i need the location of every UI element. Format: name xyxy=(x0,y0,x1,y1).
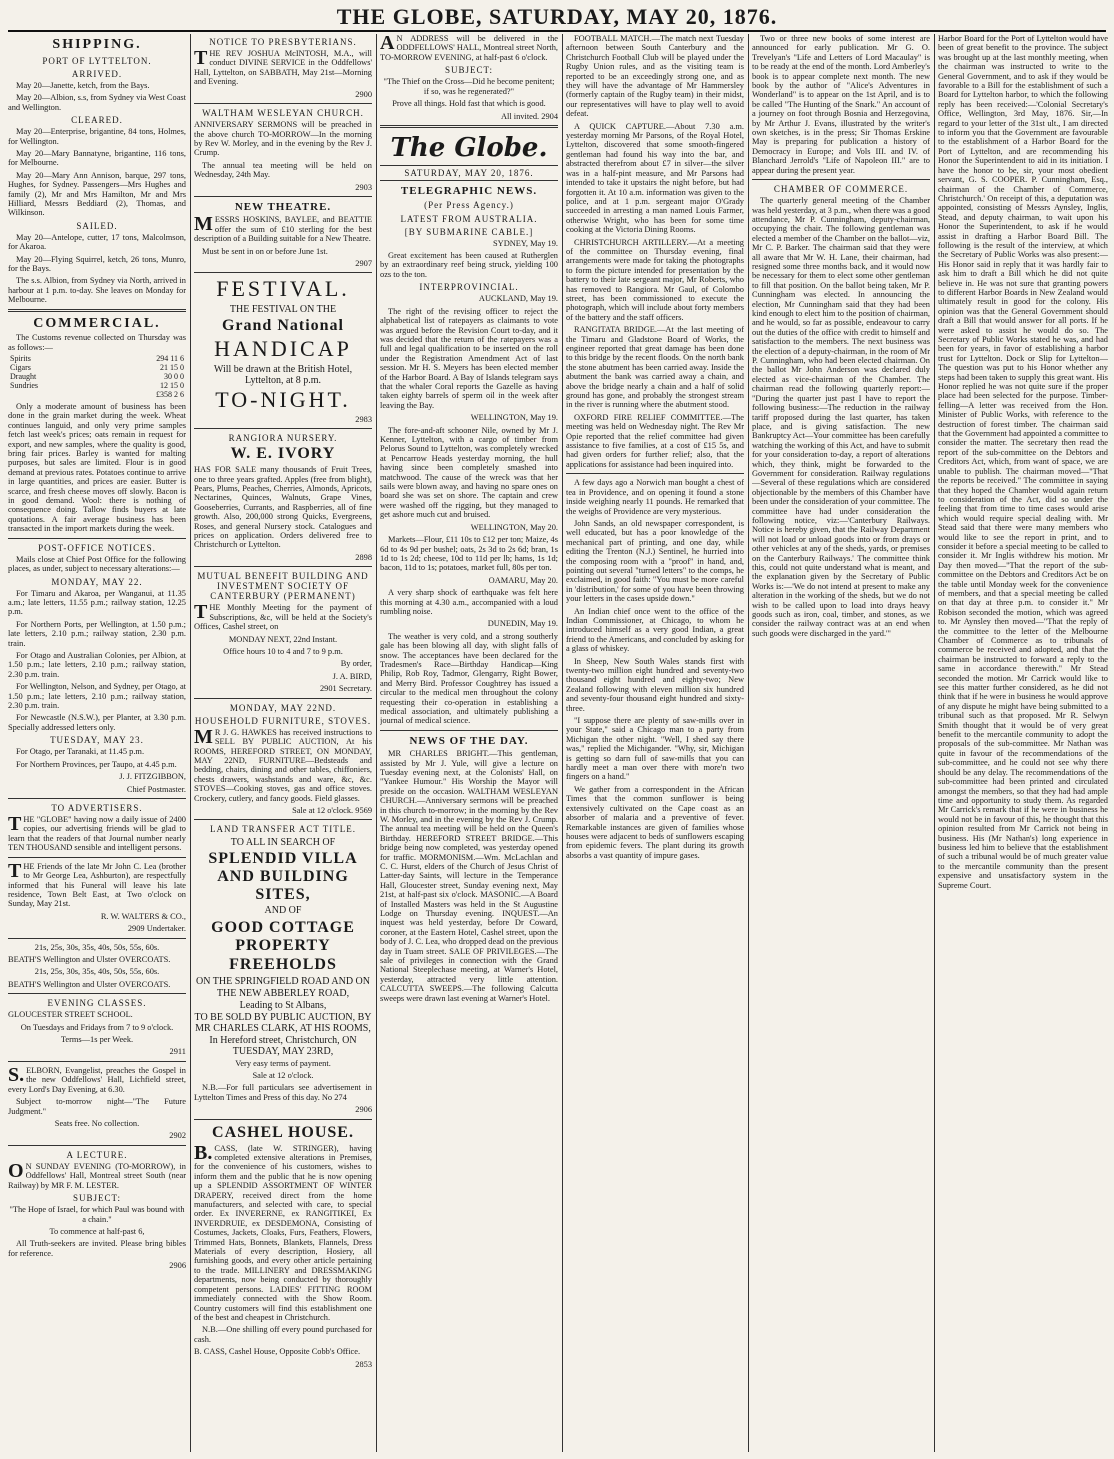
sydney-text: Great excitement has been caused at Rutherglen by an extraordinary reef being struck, yielding 100 ozs to the ton. xyxy=(380,251,558,279)
auckland-text: The right of the revising officer to reject the alphabetical list of ratepayers as claimants to vote was argued before the Revision Court to-day, and it was decided that the return of the ratepayers was a full and legal qualification to be inserted on the roll under the Registration Amendment Act of last session. Mr H. S. Meyers has been elected member of the Harbor Board. A Bay of Islands telegram says that the whaler Coral reports the Gazelle as having taken eighty barrels of sperm oil in the week after leaving the Bay. xyxy=(380,306,558,410)
furniture-heading: HOUSEHOLD FURNITURE, STOVES. xyxy=(194,715,372,726)
oxford-item: OXFORD FIRE RELIEF COMMITTEE.—The meeting was held on Wednesday night. The Rev Mr Opie reported that the relief committee had given assistance to five families, at a cost of £15 5s, and had given orders for further relief; also, that the applications for assistance had been inquired into. xyxy=(566,412,744,469)
beath-ad: BEATH'S Wellington and Ulster OVERCOATS. xyxy=(8,954,171,964)
dateline: SATURDAY, MAY 20, 1876. xyxy=(380,165,558,181)
land-line: Leading to St Albans, xyxy=(239,999,327,1011)
mutual-signature: J. A. BIRD, xyxy=(332,671,372,681)
address-notice: AN ADDRESS will be delivered in the ODDFELLOWS' HALL, Montreal street North, TO-MORROW EVENING, at half-past 6 o'clock. xyxy=(380,34,558,62)
ad-number: 2853 xyxy=(355,1359,372,1369)
ad-number: 2903 xyxy=(355,182,372,192)
mail-entry: For Wellington, Nelson, and Sydney, per Otago, at 1.50 p.m.; late letters, 2.10 p.m.; railway station, 2.30 p.m. train. xyxy=(8,682,186,711)
land-line: AND OF xyxy=(264,905,302,917)
nursery-heading: RANGIORA NURSERY. xyxy=(228,433,338,444)
festival-line: Grand National xyxy=(221,317,344,335)
ad-number: 2907 xyxy=(355,258,372,268)
ad-number: 2898 xyxy=(355,552,372,562)
overcoat-prices: 21s, 25s, 30s, 35s, 40s, 50s, 55s, 60s. xyxy=(34,967,160,977)
land-line: In Hereford street, Christchurch, ON TUESDAY, MAY 23RD, xyxy=(209,1035,357,1058)
cleared-entry: May 20—Mary Bannatyne, brigantine, 116 tons, for Melbourne. xyxy=(8,148,186,168)
press-agency: (Per Press Agency.) xyxy=(424,200,514,211)
revenue-item: Sundries xyxy=(10,381,38,391)
mail-entry: For Otago, per Taranaki, at 11.45 p.m. xyxy=(16,747,145,757)
tea-chest-item: A few days ago a Norwich man bought a chest of tea in Providence, and on opening it found a stone inside weighing nearly 11 pounds. He remarked that the weighs of Providence are very mysterious. xyxy=(566,478,744,516)
address-subject: "The Thief on the Cross—Did he become penitent; if so, was he regenerated?" xyxy=(383,77,555,96)
revenue-value: 12 15 0 xyxy=(160,381,184,391)
oamaru-text: A very sharp shock of earthquake was felt here this morning at 4.30 a.m., accompanied with a loud rumbling noise. xyxy=(380,588,558,616)
land-line: SPLENDID VILLA AND BUILDING SITES, xyxy=(208,849,358,903)
dunedin-text: The weather is very cold, and a strong southerly gale has been blowing all day, with slight falls of snow. The acceptances have been declared for the Tradesmen's Race—Birthday Handicap—King Philip, Rob Roy, Tadmor, Glengarry, Right Bower, and Merry Bird. Professor Coughtrey has issued a circular to the medical men throughout the colony requesting their co-operation in establishing a medical association, and ultimately publishing a journal of medical science. xyxy=(380,631,558,726)
theatre-note: Must be sent in on or before June 1st. xyxy=(202,246,328,256)
revenue-value: 21 15 0 xyxy=(160,363,184,373)
address-subject-heading: SUBJECT: xyxy=(444,65,494,76)
table-row xyxy=(8,391,186,400)
funeral-notice: THE Friends of the late Mr John C. Lea (brother to Mr George Lea, Ashburton), are respectfully informed that his Funeral will leave his late residence, Town Belt East, at Two o'clock on Sunday, May 21st. xyxy=(8,859,186,909)
classes-school: GLOUCESTER STREET SCHOOL. xyxy=(8,1010,133,1020)
dunedin-date: DUNEDIN, May 19. xyxy=(487,619,558,629)
overcoat-prices: 21s, 25s, 30s, 35s, 40s, 50s, 55s, 60s. xyxy=(34,942,160,952)
revenue-item: Spirits xyxy=(10,354,31,364)
market-report: Only a moderate amount of business has been done in the grain market during the week. Wheat continues languid, and only very prime samples fetch last week's prices; oats remain in request for export, and new samples, where the quality is good, bring fair prices. Barley is wanted for malting purposes, but sales are limited. Flour is in good demand at previous rates. Potatoes continue to arrive in large quantities, and prices are easier. Butter is scarce, and fresh cheese moves off slowly. Bacon is in good demand. Wool: there is nothing of consequence doing. Tallow finds buyers at late quotations. A fair average business has been transacted in the import markets during the week. xyxy=(8,401,186,534)
revenue-total: £358 2 6 xyxy=(156,390,184,399)
festival-line: HANDICAP xyxy=(214,336,352,362)
arrived-entry: May 20—Albion, s.s, from Sydney via West Coast and Wellington. xyxy=(8,93,186,112)
mail-entry: For Northern Ports, per Wellington, at 1.50 p.m.; late letters, 2.10 p.m.; railway station, 2.30 p.m. train. xyxy=(8,619,186,648)
cashel-heading: CASHEL HOUSE. xyxy=(212,1123,354,1141)
mutual-hours: Office hours 10 to 4 and 7 to 9 p.m. xyxy=(223,647,343,657)
cashel-note: N.B.—One shilling off every pound purchased for cash. xyxy=(194,1325,372,1344)
festival-line: TO-NIGHT. xyxy=(215,387,351,413)
column-rule xyxy=(748,34,749,1452)
ad-number: 2901 xyxy=(319,684,337,694)
capture-item: A QUICK CAPTURE.—About 7.30 a.m. yesterday morning Mr Parsons, of the Royal Hotel, Lyttelton, discovered that some smooth-fingered gentleman had found his way into the bar, and abstracted therefrom about £7 in silver—the silver was in a half-pint measure, and Mr Parsons had intended to take it upstairs the night before, but had forgotten it. At 10 a.m. information was given to the police, and at 1 p.m. sergeant major O'Grady succeeded in arresting a man named Louis Farmer, otherwise Wright, who has been for some time cooking at the Victoria Dining Rooms. xyxy=(566,121,744,235)
sands-item: John Sands, an old newspaper correspondent, is well educated, but has a poor knowledge of the mechanical part of printing, and one day, while editing the Trenton (N.J.) Sentinel, he hurried into the composing room with a "proof" in hand, and, pointing out several "turned letters" to the comps, he exclaimed, in good faith: "You must be more careful in 'distribution,' for some of you have been throwing your letters in the cases upside down." xyxy=(566,518,744,604)
land-note: N.B.—For full particulars see advertisement in Lyttelton Times and Press of this day. No 274 xyxy=(194,1083,372,1102)
festival-line: THE FESTIVAL ON THE xyxy=(229,304,337,315)
selborn-subject: Subject to-morrow night—"The Future Judgment." xyxy=(8,1097,186,1116)
column-6 xyxy=(938,34,1108,1452)
ivory-name: W. E. IVORY xyxy=(230,445,336,463)
divider xyxy=(194,196,372,197)
advertisers-text: THE "GLOBE" having now a daily issue of 2400 copies, our advertising friends will be glad to learn that the readers of that Journal number nearly TEN THOUSAND sensible and intelligent persons. xyxy=(8,813,186,853)
ad-number: 2900 xyxy=(355,89,372,99)
postmaster-title: Chief Postmaster. xyxy=(126,784,186,794)
cleared-heading: CLEARED. xyxy=(71,115,123,126)
divider xyxy=(752,179,930,180)
land-line: ON THE SPRINGFIELD ROAD AND ON THE NEW ABBERLEY ROAD, xyxy=(196,976,370,999)
divider xyxy=(8,538,186,539)
mutual-order: By order, xyxy=(340,659,372,669)
revenue-value: 294 11 6 xyxy=(156,354,184,364)
albion-note: The s.s. Albion, from Sydney via North, arrived in harbour at 1 p.m. to-day. She leaves on Monday for Melbourne. xyxy=(8,276,186,305)
revenue-item: Cigars xyxy=(10,363,31,373)
waltham-heading: WALTHAM WESLEYAN CHURCH. xyxy=(202,108,364,119)
classes-text: On Tuesdays and Fridays from 7 to 9 o'clock. xyxy=(20,1022,174,1032)
funeral-role: Undertaker. xyxy=(146,924,186,934)
mutual-notice: THE Monthly Meeting for the payment of Subscriptions, &c, will be held at the Society's Offices, Cashel street, on xyxy=(194,601,372,632)
divider xyxy=(8,1145,186,1146)
lecture-subject: "The Hope of Israel, for which Paul was bound with a chain." xyxy=(9,1205,185,1224)
arrived-heading: ARRIVED. xyxy=(71,68,123,79)
postoffice-intro: Mails close at Chief Post Office for the following places, as under, subject to necessary alterations:— xyxy=(8,554,186,574)
masthead xyxy=(0,0,1114,30)
ad-number: 2906 xyxy=(355,1105,372,1115)
lecture-time: To commence at half-past 6, xyxy=(49,1226,145,1236)
port-heading: PORT OF LYTTELTON. xyxy=(42,55,152,66)
hawkes-sale: Sale at 12 o'clock. xyxy=(292,806,354,816)
mutual-role: Secretary. xyxy=(338,684,372,694)
news-heading: NEWS OF THE DAY. xyxy=(409,734,529,747)
column-2 xyxy=(194,34,372,1452)
ad-number: 2904 xyxy=(541,111,558,121)
presbyterians-heading: NOTICE TO PRESBYTERIANS. xyxy=(209,37,357,47)
chamber-heading: CHAMBER OF COMMERCE. xyxy=(773,184,909,195)
revenue-table xyxy=(8,355,186,400)
african-item: We gather from a correspondent in the African Times that the common sunflower is being extensively cultivated on the Cape coast as an absorber of malaria and a preventive of fever. Remarkable instances are given of families whose houses were adjacent to beds of sunflowers escaping from epidemic fevers. The plant during its growth absorbs a vast quantity of impure gases. xyxy=(566,784,744,860)
divider xyxy=(194,698,372,699)
sydney-date: SYDNEY, May 19. xyxy=(493,238,558,248)
divider xyxy=(194,103,372,104)
globe-logo: The Globe. xyxy=(390,132,548,163)
interprovincial-heading: INTERPROVINCIAL. xyxy=(419,282,519,293)
wellington-date: WELLINGTON, May 19. xyxy=(470,413,558,423)
classes-heading: EVENING CLASSES. xyxy=(47,998,147,1009)
land-line: TO ALL IN SEARCH OF xyxy=(230,836,336,848)
postoffice-heading: POST-OFFICE NOTICES. xyxy=(38,542,156,553)
ad-number: 2911 xyxy=(169,1047,186,1057)
divider xyxy=(194,272,372,273)
artillery-item: CHRISTCHURCH ARTILLERY.—At a meeting of the committee on Thursday evening, final arrangements were made for taking the photographs to form the picture intended for presentation by the battery to their late sergeant major, Mr Roberts, who has removed to Rangiora. Mr Gaul, of Colombo street, has been commissioned to execute the photograph, which will include about forty members of the battery and the staff officers. xyxy=(566,237,744,322)
column-rule xyxy=(190,34,191,1452)
auckland-date: AUCKLAND, May 19. xyxy=(478,294,558,304)
hawkes-notice: MR J. G. HAWKES has received instructions to SELL BY PUBLIC AUCTION, At his ROOMS, HEREFORD STREET, ON MONDAY, MAY 22ND, FURNITURE—Bedsteads and bedding, chairs, dining and other tables, chiffoniers, chests drawers, washstands and ware, &c, &c. STOVES—Cooking stoves, gas and office stoves. Crockery, cutlery, and fancy goods. Field glasses. xyxy=(194,725,372,803)
beath-ad: BEATH'S Wellington and Ulster OVERCOATS. xyxy=(8,979,171,989)
festival-heading: FESTIVAL. xyxy=(216,276,350,302)
ad-number: 9569 xyxy=(355,806,372,816)
divider xyxy=(380,125,558,128)
sailed-heading: SAILED. xyxy=(76,220,118,231)
oamaru-date: OAMARU, May 20. xyxy=(488,575,558,585)
revenue-value: 30 0 0 xyxy=(164,372,184,382)
shipping-heading: SHIPPING. xyxy=(52,37,142,52)
mail-entry: For Timaru and Akaroa, per Wanganui, at 11.35 a.m.; late letters, 11.55 p.m.; railway station, 12.25 p.m. xyxy=(8,588,186,617)
football-item: FOOTBALL MATCH.—The match next Tuesday afternoon between South Canterbury and the Christchurch Football Club will be played under the Rugby Union rules, and as the visiting team is reported to be an exceedingly strong one, and as they will have the advantage of Mr Hammersley (formerly captain of the Rugby team) in their midst, our representatives will have to play well to avoid defeat. xyxy=(566,34,744,119)
divider xyxy=(194,428,372,429)
cleared-entry: May 20—Mary Ann Annison, barque, 297 tons, Hughes, for Sydney. Passengers—Mrs Hughes and family (2), Mr and Mrs Hamilton, Mr and Mrs Hilliard, Messrs Beddiard (2), Thomas, and Wilkinson. xyxy=(8,170,186,218)
mutual-date: MONDAY NEXT, 22nd Instant. xyxy=(228,634,338,644)
classes-terms: Terms—1s per Week. xyxy=(60,1035,134,1045)
sheep-item: In Sheep, New South Wales stands first with twenty-two million eight hundred and seventy-two thousand eight hundred and eighty-two; New Zealand following with eleven million six hundred and seventy-four thousand eight hundred and sixty-three. xyxy=(566,656,744,713)
address-invited: All invited. xyxy=(501,111,540,121)
land-line: FREEHOLDS xyxy=(229,956,337,974)
ad-number: 2902 xyxy=(169,1131,186,1141)
presbyterians-notice: THE REV JOSHUA McINTOSH, M.A., will conduct DIVINE SERVICE in the Oddfellows' Hall, Lyttelton, on SABBATH, May 21st—Morning and Evening. xyxy=(194,47,372,87)
column-5 xyxy=(752,34,930,1452)
harbor-text: Harbor Board for the Port of Lyttelton would have been of great benefit to the province. The subject was brought up at the last monthly meeting, when the chairman was instructed to write to the General Government, and to ask if they would be favorable to a Bill for the establishment of such a Board for Lyttelton harbor, to which the following reply has been received:—'Colonial Secretary's Office, Wellington, 3rd May, 1876. Sir,—In regard to your letter of the 31st ult., I am directed to inform you that the Government are favourable to the establishment of a Harbor Board for the Port of Lyttelton, and are recommending his Honor the Superintendent to aid in its initiation. I have the honor to be, sir, your most obedient servant, G. S. COOPER. P. Cunningham, Esq., chairman of the Chamber of Commerce, Christchurch.' On receipt of this, a deputation was appointed, consisting of Messrs Aynsley, Inglis, Stead, and deputy chairman, to wait upon his Honor the Superintendent, to ask if he would assist in drafting a Harbor Board Bill. The following is the result of the interview, at which the Secretary of Public Works was also present:—His Honor said in reply that it was hardly fair to ask him to draft a Bill which he did not quite believe in. He was not sure that granting powers to different Harbor Boards in New Zealand would ultimately result in good for the colony. His opinion was that the General Government should draft a Bill that would answer for all ports. If he were asked to assist he would do so. The Secretary of Public Works stated he was, and had been for years, in favor of establishing a harbor trust for Lyttelton. Dock or Slip for Lyttelton—The question was put to his Honor whether any steps had been taken to supply this great want. His Honor replied he was not quite sure if the proper place had been selected for the purpose. Timber-felling—A letter was received from the Hon. Minister of Public Works, with reference to the destruction of forest timber. The chairman said that the Government had appointed a committee to consider the matter. The secretary then read the report of the sub-committee on the Debtors and Creditors Act, which, from want of space, we are unable to publish. The chairman moved—"That the reports be received." The committee in saying that they hoped the Chamber would again return to consideration of the Act, did so under the feeling that from time to time cases would arise which would require special dealing with. Mr Stead said that there were many members who would like to see the report in print, and to consider it before a special meeting to be called to consider it. Mr Inglis withdrew his motion. Mr Day then moved—"That the report of the sub-committee on the Debtors and Creditors Act be on the table until Monday week for the convenience of members, and that a special meeting be called on that day at three p.m. to consider it." Mr Robison seconded the motion, which was agreed to. Mr Aynsley then moved—"That the reply of the committee to the letter of the Melbourne Chamber of Commerce as to tribunals of commerce be received and adopted, and that the chairman be instructed to forward a reply to the same in accordance therewith." Mr Stead seconded the motion. Mr Carrick would like to see this matter further considered, as he did not think that if he were in business he would approve of any dispute he might have being submitted to a tribunal such as that proposed. Mr R. Selwyn Smith thought that it would be of very great benefit to the mercantile community to adopt the proposals of the sub-committee. Mr Nathan was quite in favour of the recommendations of the sub-committee, and he could not see why there should be any delay. The recommendations of the sub-committee had been printed and circulated amongst the members, so that they had had ample time and opportunity to study them. As regarded Mr Carrick's remark that if he were in business he would not be in favour of this, he thought that this opinion resulted from Mr Carrick not being in business. His (Mr Nathan's) long experience in business led him to believe that the establishment of such a tribunal would be of much greater value to the mercantile community than the present expensive and unsatisfactory system in the Supreme Court. xyxy=(938,34,1108,890)
submarine-cable: [BY SUBMARINE CABLE.] xyxy=(404,226,534,237)
news-text: MR CHARLES BRIGHT.—This gentleman, assisted by Mr J. Yule, will give a lecture on Tuesday evening next, at the Colonists' Hall, on "Yankee Humour." His Worship the Mayor will preside on the occasion. WALTHAM WESLEYAN CHURCH.—Anniversary sermons will be preached in this church to-morrow; in the morning by the Rev W. Morley, and in the evening by the Rev J. Crump. The annual tea meeting will be held on the Queen's Birthday. HEREFORD STREET BRIDGE.—This bridge being now completed, was yesterday opened for traffic. MORMONISM.—Wm. McLachlan and C. C. Hurst, elders of the Church of Jesus Christ of Latter-day Saints, will lecture in the Temperance Hall, Gloucester street, Sunday evening next, May 21st, at half-past six o'clock. MASONIC.—A Board of Installed Masters was held in the St Augustine Lodge on Thursday evening. INQUEST.—An inquest was held yesterday, before Dr Coward, coroner, at the Eastern Hotel, Cashel street, upon the body of J. C. Lea, who dropped dead on the previous day in Tuam street. SALE OF PRIVILEGES.—The sale of privileges in connection with the Grand National Steeplechase meeting, at Warner's Hotel, yesterday, attracted very little attention. CALCUTTA SWEEPS.—The following Calcutta sweeps were drawn last evening at Warner's Hotel. xyxy=(380,749,558,1003)
postmaster-name: J. J. FITZGIBBON, xyxy=(119,772,186,782)
divider xyxy=(194,819,372,820)
cashel-notice: B.CASS, (late W. STRINGER), having completed extensive alterations in Premises, for the convenience of his customers, wishes to inform them and the public that he is now opening up a SPLENDID ASSORTMENT OF WINTER DRAPERY, received direct from the home manufacturers, and selected with care, to special order. Ex INVERERNE, ex RANGITIKEI, Ex INVERDRUIE, ex DESDEMONA, Consisting of Costumes, Jackets, Cloaks, Furs, Feathers, Flowers, Trimmed Hats, Bonnets, Blankets, Flannels, Dress Materials of every description, Hosiery, all furnishing goods, and every other article pertaining to the trade. MILLINERY and DRESSMAKING departments, now being conducted by thoroughly competent persons. LADIES' FITTING ROOM immediately connected with the Show Room. Country customers will find this establishment one of the best and cheapest in Christchurch. xyxy=(194,1141,372,1322)
funeral-signature: R. W. WALTERS & CO., xyxy=(100,911,186,921)
sailed-entry: May 20—Flying Squirrel, ketch, 26 tons, Munro, for the Bays. xyxy=(8,254,186,274)
land-line: GOOD COTTAGE PROPERTY xyxy=(211,918,355,954)
mutual-heading: MUTUAL BENEFIT BUILDING AND INVESTMENT SOCIETY OF CANTERBURY (PERMANENT) xyxy=(197,571,369,602)
column-4 xyxy=(566,34,744,1452)
chicago-item: "I suppose there are plenty of saw-mills over in your State," said a Chicago man to a party from Michigan the other night. "Well, I shed say there was," replied the Michigander. "Why, sir, Michigan is getting so darn full of saw-mills that you can hardly meet a man over there with more'n two fingers on a hand." xyxy=(566,716,744,782)
customs-intro: The Customs revenue collected on Thursday was as follows:— xyxy=(8,333,186,352)
column-3 xyxy=(380,34,558,1452)
ad-number: 2906 xyxy=(169,1261,186,1271)
tuesday-heading: TUESDAY, MAY 23. xyxy=(50,735,144,746)
divider xyxy=(8,938,186,939)
land-line: TO BE SOLD BY PUBLIC AUCTION, BY MR CHARLES CLARK, AT HIS ROOMS, xyxy=(194,1011,372,1035)
commercial-heading: COMMERCIAL. xyxy=(33,315,161,331)
waltham-meeting: The annual tea meeting will be held on Wednesday, 24th May. xyxy=(194,160,372,180)
column-rule xyxy=(934,34,935,1452)
masthead-title: THE GLOBE, SATURDAY, MAY 20, 1876. xyxy=(336,4,778,29)
sailed-entry: May 20—Antelope, cutter, 17 tons, Malcolmson, for Akaroa. xyxy=(8,232,186,252)
theatre-notice: MESSRS HOSKINS, BAYLEE, and BEATTIE offer the sum of £10 sterling for the best description of a Building suitable for a New Theatre. xyxy=(194,213,372,244)
revenue-item: Draught xyxy=(10,372,37,382)
chamber-text: The quarterly general meeting of the Chamber was held yesterday, at 3 p.m., when there was a good attendance, Mr P. Cunningham, deputy-chairman, occupying the chair. The following gentleman was elected a member of the Chamber on the ballot—viz, Mr C. P. Barker. The chairman said that they were all aware that Mr W. H. Lane, their chairman, had resigned some three months back, and it would now be necessary for them to elect some other gentleman to fill that position. On the ballot being taken, Mr P. Cunningham was elected. In announcing the election, Mr Cunningham said that they had been kind enough to elect him to the position of chairman, and he would, so far as possible, endeavour to carry out the duties of the office with credit to himself and satisfaction to the members. The next business was the election of a deputy-chairman, in the room of Mr P. Cunningham, who had been elected chairman. On the ballot Mr John Anderson was declared duly elected as vice-chairman of the Chamber. The chairman read the following quarterly report:— "During the quarter just past I have to report the following business:—The reduction in the railway tariff proposed during the last quarter, has taken place, and is giving satisfaction. The new Bankruptcy Act—Your committee has been carefully watching the working of this Act, and have to submit for your consideration to-day, a report of alterations which, they think, might be forwarded to the Government for consideration. Railway regulations—Several of these regulations which are considered objectionable by the members of this Chamber have been under the consideration of your committee. The committee have had under consideration the following notice, viz:—'Canterbury Railways. Notice is hereby given, that the Railway Department will not load or unload goods into or from drays or other vehicles at any of the sheds, yards, or premises on the Canterbury Railways.' The committee think this, could not quite understand what is meant, and the explanation given by the Secretary of Public Works is:—'We do not intend at present to make any alteration in the working of the sheds, but we do not wish to be called upon to load into drays heavy goods such as iron, coal, timber, and stones, as we consider the railway contract was at an end when such goods were discharged in the yard.'" xyxy=(752,196,930,638)
arrived-entry: May 20—Janette, ketch, from the Bays. xyxy=(16,80,150,90)
ivory-notice: HAS FOR SALE many thousands of Fruit Trees, one to three years grafted. Apples (free from blight), Pears, Plums, Peaches, Cherries, Almonds, Apricots, Nectarines, Quinces, Walnuts, Grape Vines, Gooseberries, Currants, and Raspberries, all of fine growth. Also, 200,000 strong Quicks, Evergreens, Roses, and general Nursery stock. Catalogues and prices on application. Orders delivered free to Christchurch or Lyttelton. xyxy=(194,465,372,550)
land-terms: Very easy terms of payment. xyxy=(235,1058,331,1068)
lecture-subject-heading: SUBJECT: xyxy=(72,1193,122,1204)
divider xyxy=(8,857,186,858)
markets-text: Markets—Flour, £11 10s to £12 per ton; Maize, 4s 6d to 4s 9d per bushel; oats, 2s 3d to 2s 6d; bran, 1s 1d to 1s 2d; cheese, 10d to 11d per lb; hams, 1s 1d; bacon, 11d to 1s; potatoes, market full, 80s per ton. xyxy=(380,535,558,573)
waltham-notice: ANNIVERSARY SERMONS will be preached in the above church TO-MORROW—In the morning by Rev W. Morley, and in the evening by the Rev J. Crump. xyxy=(194,120,372,158)
cleared-entry: May 20—Enterprise, brigantine, 84 tons, Holmes, for Wellington. xyxy=(8,127,186,146)
divider xyxy=(8,1061,186,1062)
lecture-heading: A LECTURE. xyxy=(66,1149,128,1160)
wellington-text: The fore-and-aft schooner Nile, owned by Mr J. Kenner, Lyttelton, with a cargo of timber from Pelorus Sound to Lyttelton, was completely wrecked at Pencarrow Heads yesterday morning, the hull having since been completely smashed into matchwood. The cause of the wreck was that her sails were blown away, and having no spare ones on board she was set on shore. The captain and crew were washed off the rigging, but they managed to get ashore much cut and bruised. xyxy=(380,425,558,520)
column-1 xyxy=(8,34,186,1452)
australia-heading: LATEST FROM AUSTRALIA. xyxy=(400,213,538,224)
lecture-text: ON SUNDAY EVENING (TO-MORROW), in Oddfellows' Hall, Montreal street South (near Railway) by MR F. M. LESTER. xyxy=(8,1159,186,1190)
ad-number: 2909 xyxy=(127,924,145,934)
land-sale: Sale at 12 o'clock. xyxy=(252,1071,314,1081)
festival-line: Will be drawn at the British Hotel, Lyttelton, at 8 p.m. xyxy=(213,363,353,386)
selborn-notice: S.ELBORN, Evangelist, preaches the Gospel in the new Oddfellows' Hall, Lichfield street, every Lord's Day Evening, at 6.30. xyxy=(8,1063,186,1094)
indian-item: An Indian chief once went to the office of the Indian Commissioner, at Chicago, to whom he introduced himself as a very good Indian, a great friend to the Americans, and concluded by asking for a glass of whiskey. xyxy=(566,606,744,654)
theatre-heading: NEW THEATRE. xyxy=(234,201,332,214)
mail-entry: For Northern Provinces, per Taupo, at 4.45 p.m. xyxy=(16,759,177,769)
divider xyxy=(194,1119,372,1120)
advertisers-heading: TO ADVERTISERS. xyxy=(51,803,143,813)
column-rule xyxy=(562,34,563,1452)
divider xyxy=(8,993,186,994)
books-item: Two or three new books of some interest are announced for early publication. Mr G. O. Trevelyan's "Life and Letters of Lord Macaulay" is to be ready at the end of the month. Lord Amberley's book is to appear complete next month. The new book by the author of "Alice's Adventures in Wonderland" is to appear on the 1st April, and is to be called "The Hunting of the Snark." An account of a journey on foot through Bosnia and Herzegovina, by Mr Arthur J. Evans, illustrated by the writer's own sketches, is in the press; Sir Thomas Erskine May is preparing for publication a history of Democracy in Europe; and Vols III. and IV. of Blanchard Jerrold's "Life of Napoleon III." are to appear during the present year. xyxy=(752,34,930,175)
divider xyxy=(380,730,558,731)
masthead-rule xyxy=(8,30,1106,32)
wellington-date: WELLINGTON, May 20. xyxy=(470,522,558,532)
land-heading: LAND TRANSFER ACT TITLE. xyxy=(209,824,356,835)
divider xyxy=(8,309,186,312)
cashel-signature: B. CASS, Cashel House, Opposite Cobb's Office. xyxy=(194,1347,361,1357)
mail-entry: For Newcastle (N.S.W.), per Planter, at 3.30 p.m. Specially addressed letters only. xyxy=(8,713,186,732)
monday-heading: MONDAY, MAY 22. xyxy=(51,576,143,587)
column-rule xyxy=(376,34,377,1452)
selborn-seats: Seats free. No collection. xyxy=(54,1118,140,1128)
ad-number: 2983 xyxy=(355,414,372,424)
address-quote: Prove all things. Hold fast that which is good. xyxy=(392,99,546,109)
monday-heading: MONDAY, MAY 22ND. xyxy=(229,702,337,713)
mail-entry: For Otago and Australian Colonies, per Albion, at 1.50 p.m.; late letters, 2.10 p.m.; railway station, 2.30 p.m. train. xyxy=(8,651,186,679)
telegraphic-heading: TELEGRAPHIC NEWS. xyxy=(400,185,538,198)
divider xyxy=(8,798,186,799)
rangitata-item: RANGITATA BRIDGE.—At the last meeting of the Timaru and Gladstone Board of Works, the engineer reported that great damage has been done to this bridge by the recent floods. On the north bank the stone abutment has been carried away. Inside the abutment the bank was carried away a chain, and above the bridge nearly a chain and a half of solid ground has gone, and probably the strongest stream in the river is running where the abutment stood. xyxy=(566,325,744,410)
divider xyxy=(194,566,372,567)
divider xyxy=(566,473,744,474)
lecture-footer: All Truth-seekers are invited. Please bring bibles for reference. xyxy=(8,1239,186,1258)
